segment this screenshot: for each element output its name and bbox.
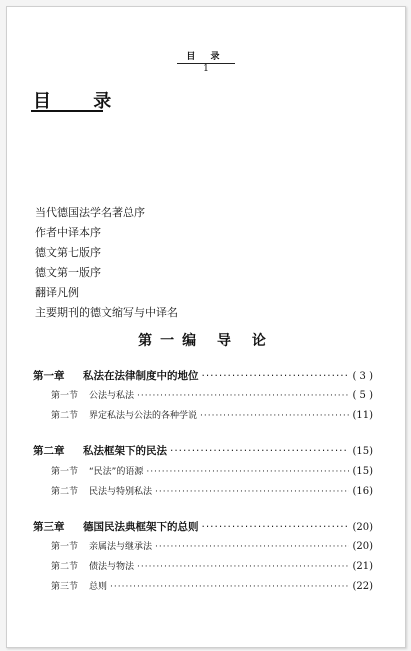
leader-dots xyxy=(137,391,349,401)
page-reference: (15) xyxy=(352,446,373,457)
page-reference: ( 5 ) xyxy=(352,390,373,401)
section-number: 第二节 xyxy=(51,562,79,572)
front-matter-item: 德文第一版序 xyxy=(35,266,101,279)
toc-section-entry xyxy=(33,539,373,557)
section-title: “民法”的语源 xyxy=(89,467,144,477)
section-title: 民法与特别私法 xyxy=(89,487,153,497)
section-number: 第一节 xyxy=(51,467,79,477)
front-matter-item: 翻译凡例 xyxy=(35,286,79,299)
chapter-number: 第三章 xyxy=(33,521,65,533)
section-number: 第三节 xyxy=(51,582,79,592)
leader-dots xyxy=(200,411,349,421)
leader-dots xyxy=(170,445,349,457)
leader-dots xyxy=(137,562,349,572)
page-reference: (21) xyxy=(352,561,373,572)
chapter-title: 德国民法典框架下的总则 xyxy=(83,521,199,533)
front-matter-item: 作者中译本序 xyxy=(35,226,101,239)
page-reference: (22) xyxy=(352,581,373,592)
toc-chapter-entry xyxy=(33,443,373,461)
leader-dots xyxy=(155,542,349,552)
toc-chapter-entry xyxy=(33,368,373,386)
page-reference: (20) xyxy=(352,541,373,552)
front-matter-list xyxy=(35,203,178,323)
leader-dots xyxy=(202,370,350,382)
page-reference: ( 3 ) xyxy=(352,371,373,382)
leader-dots xyxy=(146,467,349,477)
section-title: 总则 xyxy=(89,582,108,592)
toc-section-entry xyxy=(33,408,373,426)
document-page xyxy=(6,6,406,648)
part-heading: 第一编 导 论 xyxy=(138,333,274,349)
front-matter-item: 德文第七版序 xyxy=(35,246,101,259)
page-reference: (11) xyxy=(352,410,373,421)
section-title: 债法与物法 xyxy=(89,562,135,572)
section-number: 第二节 xyxy=(51,487,79,497)
chapter-title: 私法框架下的民法 xyxy=(83,445,167,457)
section-number: 第一节 xyxy=(51,391,79,401)
leader-dots xyxy=(110,582,349,592)
chapter-number: 第一章 xyxy=(33,370,65,382)
page-number: 1 xyxy=(203,64,209,74)
front-matter-item: 主要期刊的德文缩写与中译名 xyxy=(35,306,178,319)
toc-section-entry xyxy=(33,388,373,406)
section-title: 亲属法与继承法 xyxy=(89,542,153,552)
toc-section-entry xyxy=(33,579,373,597)
leader-dots xyxy=(202,521,350,533)
section-title: 界定私法与公法的各种学说 xyxy=(89,411,198,421)
front-matter-item: 当代德国法学名著总序 xyxy=(35,206,145,219)
toc-chapter-entry xyxy=(33,519,373,537)
toc-section-entry xyxy=(33,559,373,577)
page-reference: (15) xyxy=(352,466,373,477)
page-reference: (16) xyxy=(352,486,373,497)
toc-section-entry xyxy=(33,464,373,482)
page-reference: (20) xyxy=(352,522,373,533)
title-underline xyxy=(31,110,103,112)
section-number: 第一节 xyxy=(51,542,79,552)
toc-section-entry xyxy=(33,484,373,502)
running-header: 目 录 xyxy=(186,52,226,62)
section-title: 公法与私法 xyxy=(89,391,135,401)
chapter-number: 第二章 xyxy=(33,445,65,457)
page-title: 目 录 xyxy=(33,91,130,112)
leader-dots xyxy=(155,487,349,497)
chapter-title: 私法在法律制度中的地位 xyxy=(83,370,199,382)
section-number: 第二节 xyxy=(51,411,79,421)
